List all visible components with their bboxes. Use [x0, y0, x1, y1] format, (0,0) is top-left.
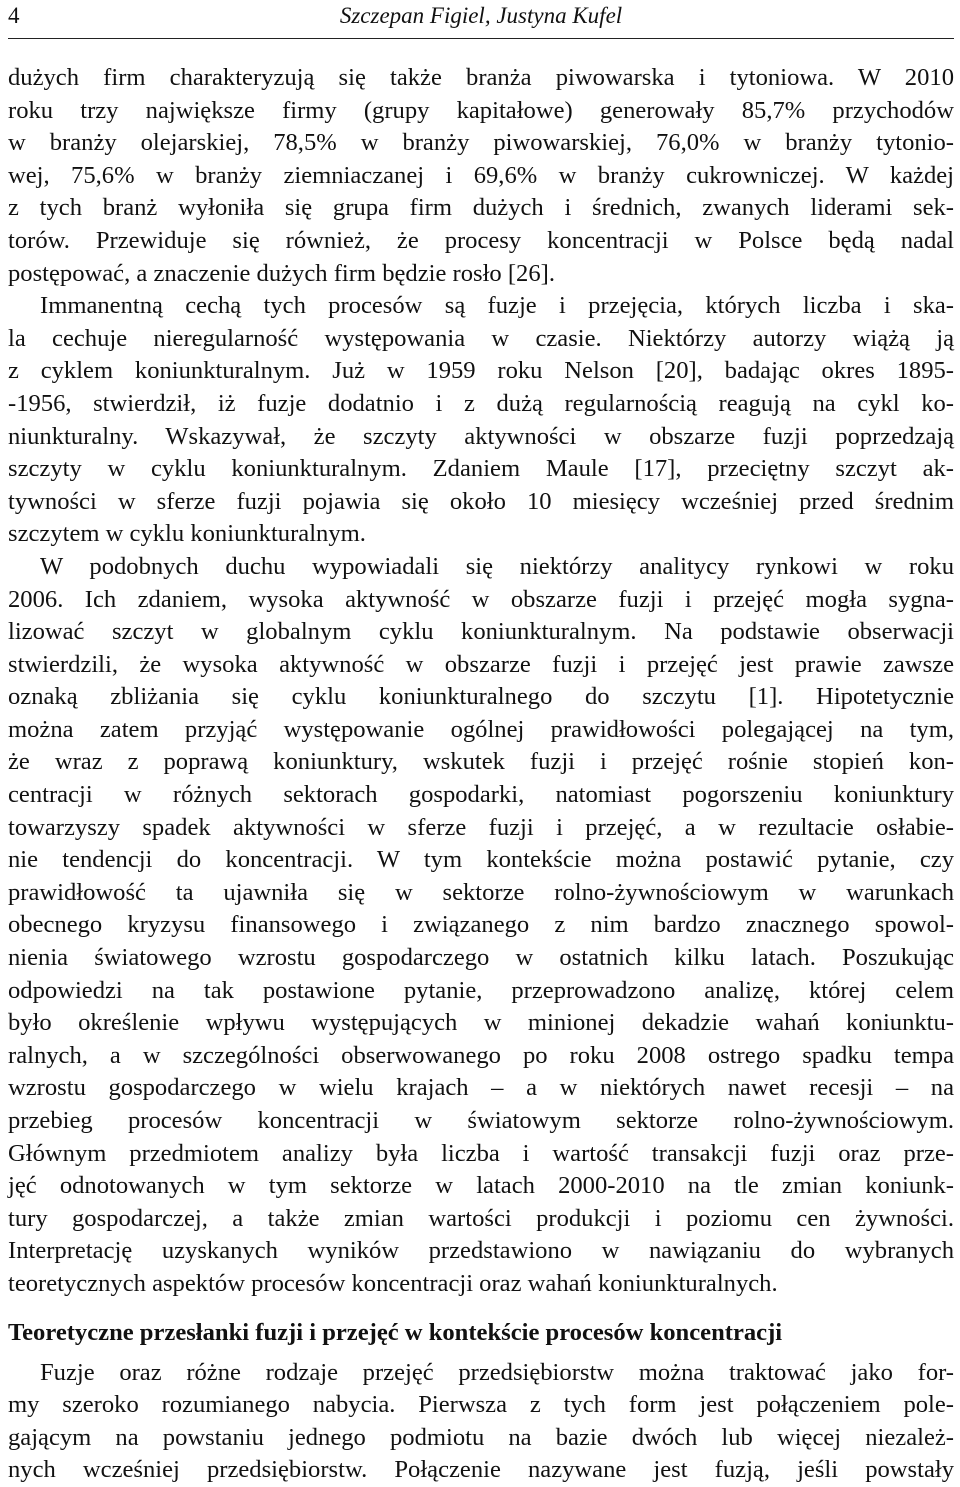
text-line: wej, 75,6% w branży ziemniaczanej i 69,6% w branży cukrowniczej. W każdej [8, 161, 954, 189]
text-line: niunkturalny. Wskazywał, że szczyty aktywności w obszarze fuzji poprzedzają [8, 422, 954, 450]
text-line: -1956, stwierdził, iż fuzje dodatnio i z dużą regularnością reagują na cykl ko- [8, 389, 954, 417]
text-line: gającym na powstaniu jednego podmiotu na bazie dwóch lub więcej niezależ- [8, 1423, 954, 1451]
text-line: oznaką zbliżania się cyklu koniunkturalnego do szczytu [1]. Hipotetycznie [8, 683, 954, 711]
text-line: prawidłowość ta ujawniła się w sektorze rolno-żywnościowym w warunkach [8, 878, 954, 906]
section-paragraph [8, 1357, 954, 1487]
text-line: dużych firm charakteryzują się także branża piwowarska i tytoniowa. W 2010 [8, 64, 954, 91]
text-line: centracji w różnych sektorach gospodarki, natomiast pogorszeniu koniunktury [8, 781, 954, 809]
text-line: było określenie wpływu występujących w minionej dekadzie wahań koniunktu- [8, 1009, 954, 1037]
text-line: Immanentną cechą tych procesów są fuzje i przejęcia, których liczba i ska- [40, 292, 954, 320]
text-line: nie tendencji do koncentracji. W tym kontekście można postawić pytanie, czy [8, 846, 954, 874]
text-line: wzrostu gospodarczego w wielu krajach – a w niektórych nawet recesji – na [8, 1074, 954, 1102]
text-line: z cyklem koniunkturalnym. Już w 1959 roku Nelson [20], badając okres 1895- [8, 357, 954, 385]
text-line: szczyty w cyklu koniunkturalnym. Zdaniem Maule [17], przeciętny szczyt ak- [8, 455, 954, 483]
text-line: la cechuje nieregularność występowania w czasie. Niektórzy autorzy wiążą ją [8, 324, 954, 352]
text-line: nienia światowego wzrostu gospodarczego w ostatnich kilku latach. Poszukując [8, 944, 954, 972]
text-line: lizować szczyt w globalnym cyklu koniunkturalnym. Na podstawie obserwacji [8, 618, 954, 646]
text-line: teoretycznych aspektów procesów koncentracji oraz wahań koniunkturalnych. [8, 1269, 778, 1297]
text-line: roku trzy największe firmy (grupy kapitałowe) generowały 85,7% przychodów [8, 96, 954, 124]
text-line: tywności w sferze fuzji pojawia się około 10 miesięcy wcześniej przed średnim [8, 487, 954, 515]
section-heading: Teoretyczne przesłanki fuzji i przejęć w kontekście procesów koncentracji [8, 1318, 783, 1346]
text-line: Interpretację uzyskanych wyników przedstawiono w nawiązaniu do wybranych [8, 1237, 954, 1265]
paragraph-2 [8, 290, 954, 551]
text-line: jęć odnotowanych w tym sektorze w latach 2000-2010 na tle zmian koniunk- [8, 1172, 954, 1200]
text-line: przebieg procesów koncentracji w światowym sektorze rolno-żywnościowym. [8, 1107, 954, 1134]
text-line: w branży olejarskiej, 78,5% w branży piwowarskiej, 76,0% w branży tytonio- [8, 129, 954, 157]
text-line: Głównym przedmiotem analizy była liczba i wartość transakcji fuzji oraz prze- [8, 1139, 954, 1167]
text-line: postępować, a znaczenie dużych firm będzie rosło [26]. [8, 259, 555, 287]
paragraph-3 [8, 551, 954, 1301]
header-rule [8, 38, 954, 39]
text-line: ralnych, a w szczególności obserwowanego po roku 2008 ostrego spadku tempa [8, 1041, 954, 1069]
text-line: 2006. Ich zdaniem, wysoka aktywność w obszarze fuzji i przejęć mogła sygna- [8, 585, 954, 613]
text-line: odpowiedzi na tak postawione pytanie, przeprowadzono analizę, której celem [8, 976, 954, 1004]
text-line: z tych branż wyłoniła się grupa firm dużych i średnich, zwanych liderami sek- [8, 194, 954, 222]
page-number: 4 [8, 3, 20, 28]
text-line: obecnego kryzysu finansowego i związanego z nim bardzo znacznego spowol- [8, 911, 954, 939]
text-line: można zatem przyjąć występowanie ogólnej prawidłowości polegającej na tym, [8, 715, 954, 743]
text-line: stwierdzili, że wysoka aktywność w obszarze fuzji i przejęć jest prawie zawsze [8, 650, 954, 678]
text-line: szczytem w cyklu koniunkturalnym. [8, 520, 366, 548]
text-line: Fuzje oraz różne rodzaje przejęć przedsiębiorstw można traktować jako for- [40, 1358, 954, 1386]
document-page [8, 0, 954, 1487]
body-text [8, 62, 954, 1487]
running-header [8, 2, 954, 32]
text-line: tury gospodarczej, a także zmian wartości produkcji i poziomu cen żywności. [8, 1204, 954, 1232]
text-line: my szeroko rozumianego nabycia. Pierwsza z tych form jest połączeniem pole- [8, 1391, 954, 1419]
text-line: towarzyszy spadek aktywności w sferze fuzji i przejęć, a w rezultacie osłabie- [8, 813, 954, 841]
text-line: W podobnych duchu wypowiadali się niektórzy analitycy rynkowi w roku [40, 552, 954, 580]
running-title: Szczepan Figiel, Justyna Kufel [339, 3, 623, 28]
text-line: torów. Przewiduje się również, że procesy koncentracji w Polsce będą nadal [8, 226, 954, 254]
text-line: nych wcześniej przedsiębiorstw. Połączenie nazywane jest fuzją, jeśli powstały [8, 1456, 954, 1484]
text-line: że wraz z poprawą koniunktury, wskutek fuzji i przejęć rośnie stopień kon- [8, 748, 954, 776]
paragraph-1 [8, 62, 954, 290]
